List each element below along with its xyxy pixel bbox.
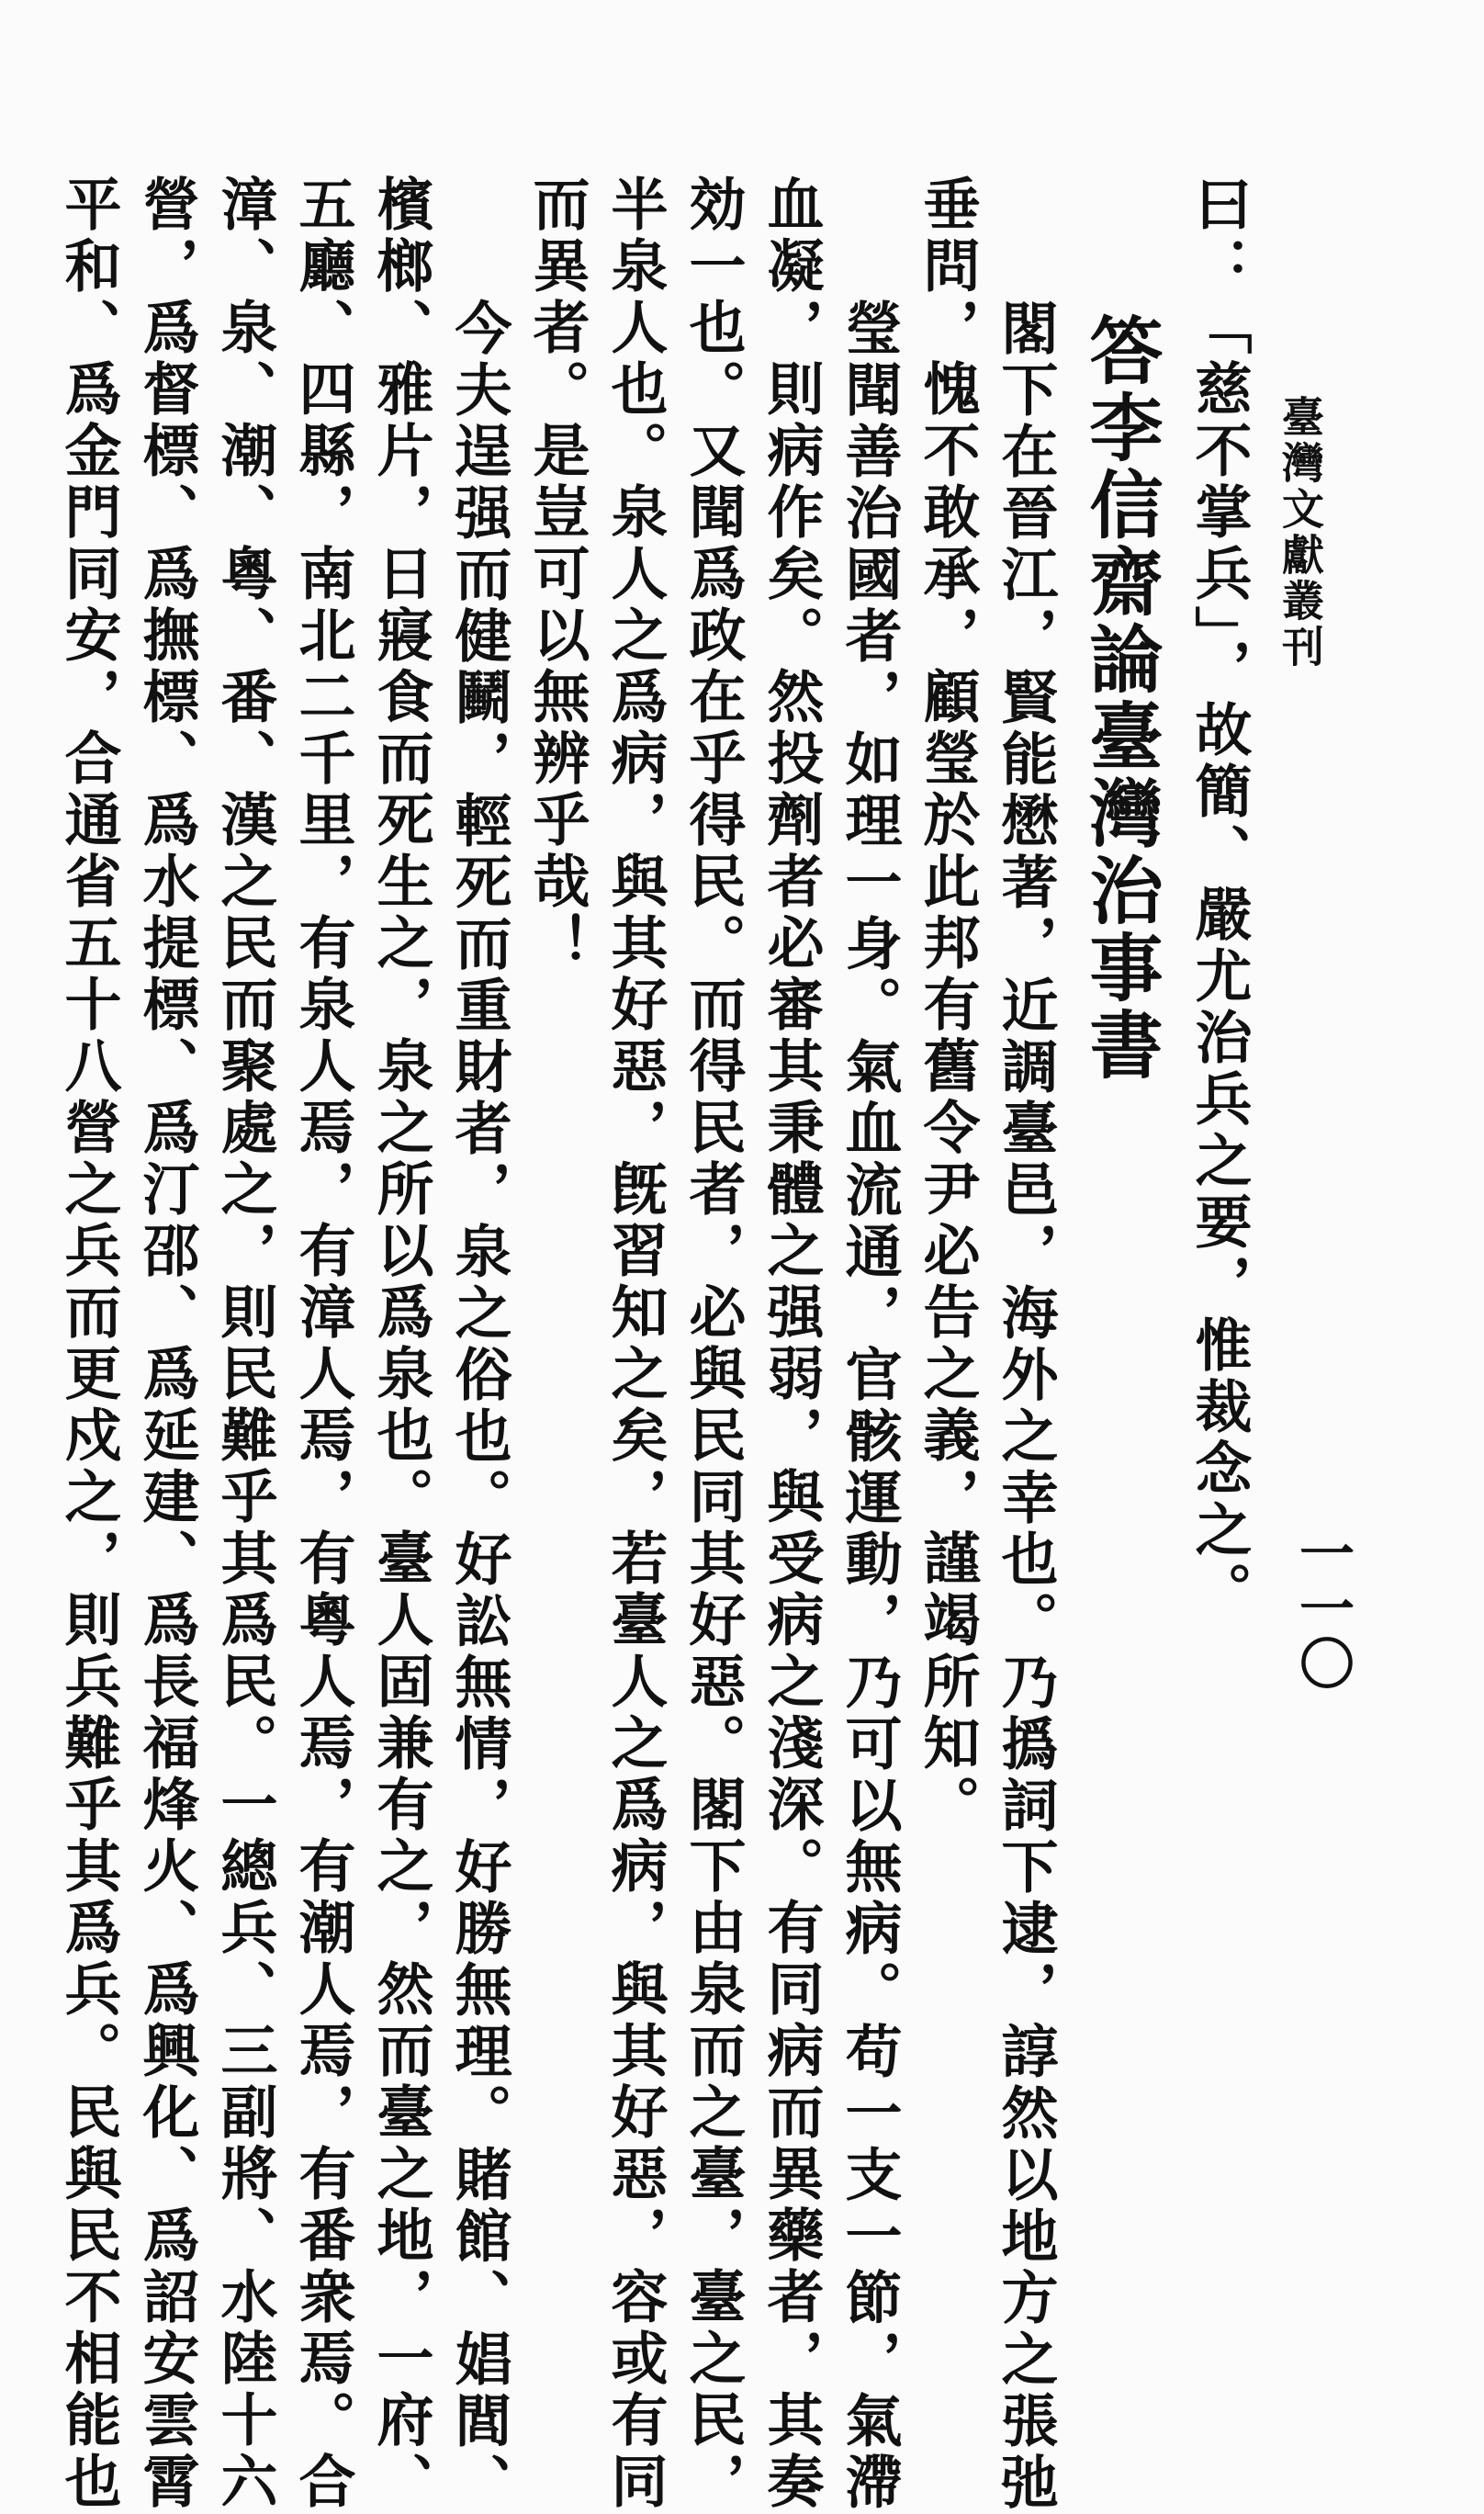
text-line: 瑩聞善治國者，如理一身。氣血流通，官骸運動，乃可以無病。苟一支一節，氣滯 [836,299,903,2514]
text-line: 垂問，愧不敢承，顧瑩於此邦有舊令尹必告之義，謹竭所知。 [914,175,981,1836]
text-line: 半泉人也。泉人之爲病，與其好惡，旣習知之矣，若臺人之爲病，與其好惡，容或有同 [601,175,669,2513]
text-line: 効一也。又聞爲政在乎得民。而得民者，必與民同其好惡。閣下由泉而之臺，臺之民， [680,175,747,2513]
page-number: 一一〇 [1290,1525,1355,1690]
text-line: 血凝，則病作矣。然投劑者必審其秉體之强弱，與受病之淺深。有同病而異藥者，其奏 [758,175,825,2513]
text-line: 閣下在晉江，賢能懋著，近調臺邑，海外之幸也。乃撝詞下逮，諄然以地方之張弛 [992,299,1059,2514]
text-line: 營，爲督標、爲撫標、爲水提標、爲汀邵、爲延建、爲長福烽火、爲興化、爲詔安雲霄 [133,175,200,2513]
text-line: 平和、爲金門同安，合通省五十八營之兵而更戍之，則兵難乎其爲兵。民與民不相能也 [55,175,122,2513]
text-line: 曰：「慈不掌兵」，故簡、嚴尤治兵之要，惟裁念之。 [1186,175,1253,1623]
series-title: 臺灣文獻叢刊 [1276,395,1325,671]
text-line: 檳榔、雅片，日寢食而死生之，泉之所以爲泉也。臺人固兼有之，然而臺之地，一府、 [367,175,434,2513]
text-line: 而異者。是豈可以無辨乎哉！ [523,175,590,975]
text-line: 五廳、四縣，南北二千里，有泉人焉，有漳人焉，有粵人焉，有潮人焉，有番衆焉。合 [289,175,356,2513]
text-line: 漳、泉、潮、粵、番、漢之民而聚處之，則民難乎其爲民。一總兵、三副將、水陸十六 [211,175,278,2513]
section-title: 答李信齋論臺灣治事書 [1077,312,1164,1084]
text-line: 今夫逞强而健鬭，輕死而重財者，泉之俗也。好訟無情，好勝無理。賭館、娼閭、 [445,299,512,2514]
